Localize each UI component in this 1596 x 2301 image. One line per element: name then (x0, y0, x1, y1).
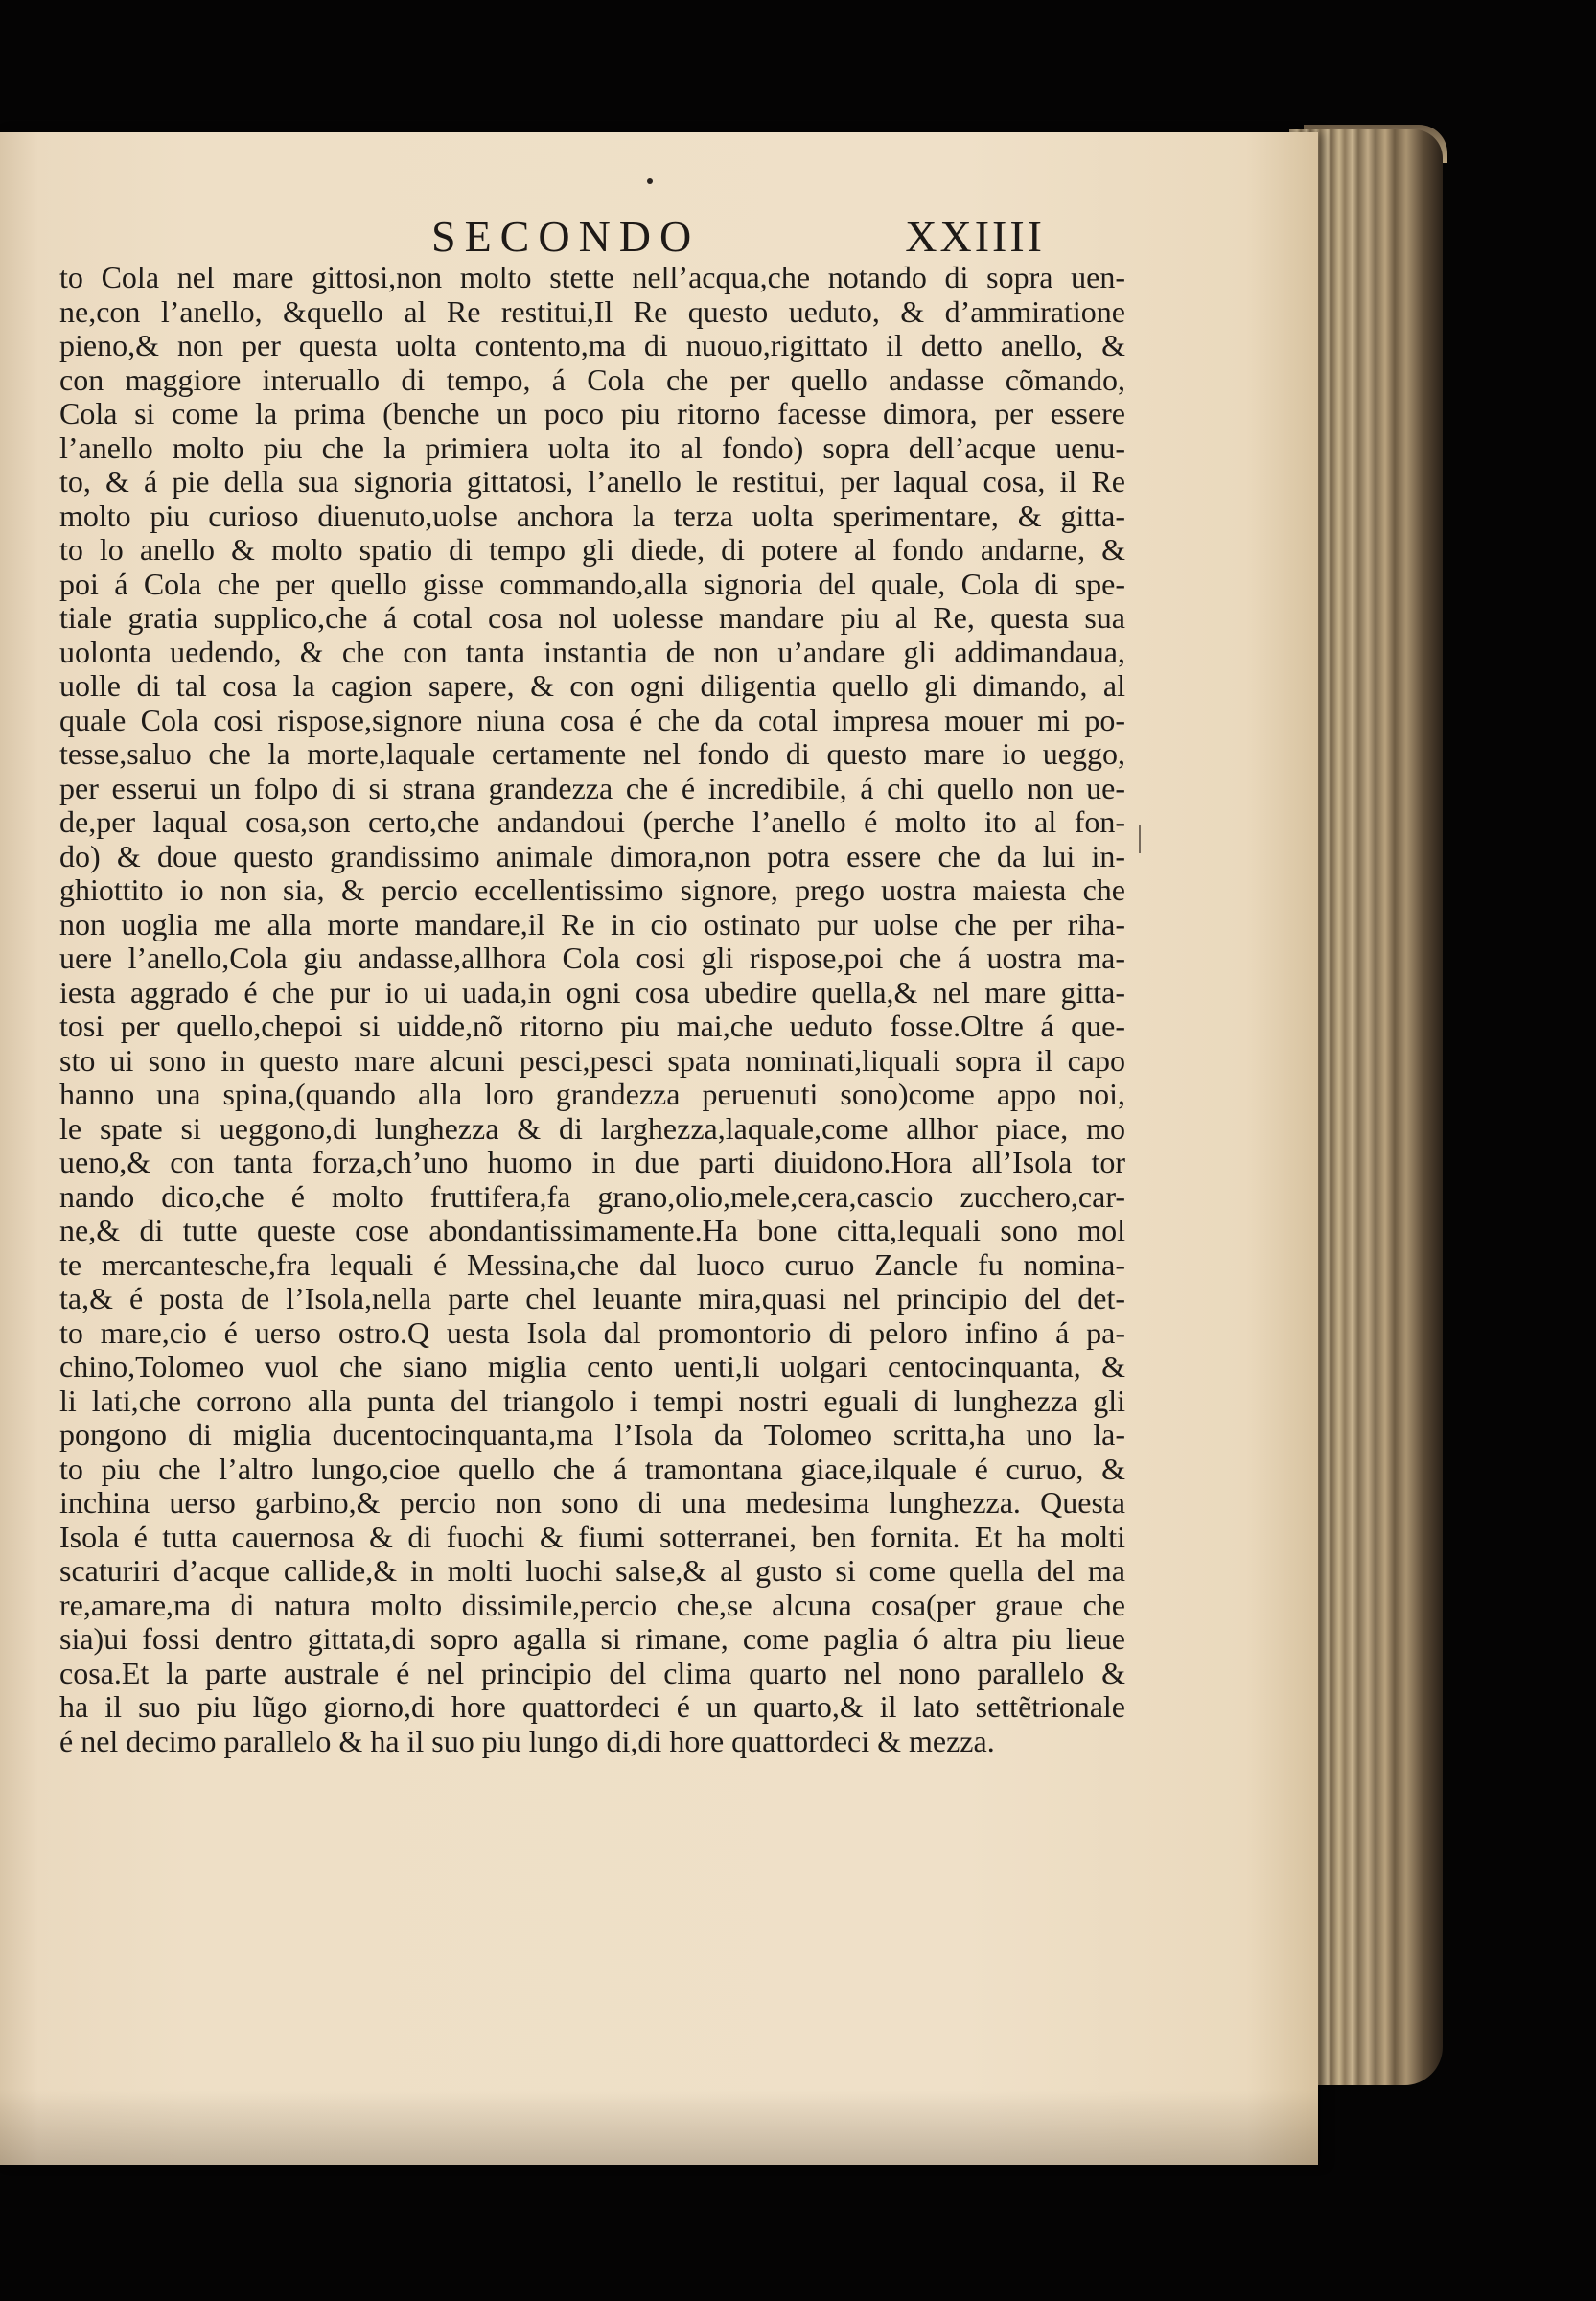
text-line: cosa.Et la parte australe é nel principio del clima quarto nel nono parallelo & (59, 1655, 1125, 1690)
text-line: de,per laqual cosa,son certo,che andandoui (perche l’anello é molto ito al fon- (59, 804, 1125, 839)
text-block (59, 261, 1125, 1758)
text-line: con maggiore interuallo di tempo, á Cola che per quello andasse cõmando, (59, 361, 1125, 397)
text-line: re,amare,ma di natura molto dissimile,percio che,se alcuna cosa(per graue che (59, 1587, 1125, 1622)
text-line: é nel decimo parallelo & ha il suo piu lungo di,di hore quattordeci & mezza. (59, 1723, 995, 1758)
text-line: chino,Tolomeo vuol che siano miglia cento uenti,li uolgari centocinquanta, & (59, 1349, 1125, 1383)
text-line: tosi per quello,chepoi si uidde,nõ ritorno piu mai,che ueduto fosse.Oltre á que- (59, 1009, 1125, 1043)
text-line: to mare,cio é uerso ostro.Q uesta Isola dal promontorio di peloro infino á pa- (59, 1314, 1125, 1350)
text-line: ta,& é posta de l’Isola,nella parte chel leuante mira,quasi nel principio del det- (59, 1281, 1125, 1315)
text-line: tiale gratia supplico,che á cotal cosa nol uolesse mandare piu al Re, questa sua (59, 600, 1125, 635)
text-line: pongono di miglia ducentocinquanta,ma l’Isola da Tolomeo scritta,ha uno la- (59, 1417, 1125, 1452)
text-line: ha il suo piu lũgo giorno,di hore quattordeci é un quarto,& il lato settẽtrionale (59, 1689, 1125, 1724)
text-line: do) & doue questo grandissimo animale dimora,non potra essere che da lui in- (59, 838, 1125, 873)
text-line: iesta aggrado é che pur io ui uada,in ogni cosa ubedire quella,& nel mare gitta- (59, 974, 1125, 1010)
text-line: scaturiri d’acque callide,& in molti luochi salse,& al gusto si come quella del ma (59, 1553, 1125, 1588)
text-line: inchina uerso garbino,& percio non sono di una medesima lunghezza. Questa (59, 1485, 1125, 1520)
text-line: ne,con l’anello, &quello al Re restitui,Il Re questo ueduto, & d’ammiratione (59, 293, 1125, 329)
text-line: to lo anello & molto spatio di tempo gli diede, di potere al fondo andarne, & (59, 532, 1125, 567)
text-line: le spate si ueggono,di lunghezza & di larghezza,laquale,come allhor piace, mo (59, 1110, 1125, 1146)
text-line: pieno,& non per questa uolta contento,ma di nuouo,rigittato il detto anello, & (59, 328, 1125, 362)
text-line: non uoglia me alla morte mandare,il Re in cio ostinato pur uolse che per riha- (59, 906, 1125, 941)
margin-mark (1139, 825, 1141, 853)
running-title: SECONDO (431, 212, 701, 261)
text-line: per esserui un folpo di si strana grandezza che é incredibile, á chi quello non ue- (59, 770, 1125, 805)
text-line: to, & á pie della sua signoria gittatosi, l’anello le restitui, per laqual cosa, il Re (59, 464, 1125, 499)
text-line: molto piu curioso diuenuto,uolse anchora la terza uolta sperimentare, & gitta- (59, 498, 1125, 533)
text-line: Isola é tutta cauernosa & di fuochi & fiumi sotterranei, ben fornita. Et ha molti (59, 1519, 1125, 1554)
page-shadow (0, 2090, 1318, 2165)
running-header (431, 211, 1045, 265)
signature-dot (647, 178, 653, 184)
text-line: li lati,che corrono alla punta del triangolo i tempi nostri eguali di lunghezza gli (59, 1383, 1125, 1418)
folio-number: XXIIII (905, 212, 1045, 261)
text-line: te mercantesche,fra lequali é Messina,che dal luoco curuo Zancle fu nomina- (59, 1246, 1125, 1282)
text-line: to Cola nel mare gittosi,non molto stette nell’acqua,che notando di sopra uen- (59, 260, 1125, 294)
text-line: tesse,saluo che la morte,laquale certamente nel fondo di questo mare io ueggo, (59, 736, 1125, 771)
text-line: nando dico,che é molto fruttifera,fa grano,olio,mele,cera,cascio zucchero,car- (59, 1178, 1125, 1214)
text-line: quale Cola cosi rispose,signore niuna cosa é che da cotal impresa mouer mi po- (59, 702, 1125, 737)
text-line: uolonta uedendo, & che con tanta instantia de non u’andare gli addimandaua, (59, 634, 1125, 669)
text-line: l’anello molto piu che la primiera uolta ito al fondo) sopra dell’acque uenu- (59, 430, 1125, 465)
text-line: to piu che l’altro lungo,cioe quello che á tramontana giace,ilquale é curuo, & (59, 1451, 1125, 1486)
text-line: ne,& di tutte queste cose abondantissimamente.Ha bone citta,lequali sono mol (59, 1213, 1125, 1247)
text-line: hanno una spina,(quando alla loro grandezza peruenuti sono)come appo noi, (59, 1077, 1125, 1111)
text-line: ueno,& con tanta forza,ch’uno huomo in due parti diuidono.Hora all’Isola tor (59, 1145, 1125, 1179)
text-line: poi á Cola che per quello gisse commando,alla signoria del quale, Cola di spe- (59, 566, 1125, 601)
text-line: uere l’anello,Cola giu andasse,allhora Cola cosi gli rispose,poi che á uostra ma- (59, 941, 1125, 975)
text-line: uolle di tal cosa la cagion sapere, & con ogni diligentia quello gli dimando, al (59, 668, 1125, 703)
text-line: Cola si come la prima (benche un poco piu ritorno facesse dimora, per essere (59, 396, 1125, 430)
text-line: sto ui sono in questo mare alcuni pesci,pesci spata nominati,liquali sopra il capo (59, 1042, 1125, 1078)
text-line: sia)ui fossi dentro gittata,di sopro agalla si rimane, come paglia ó altra piu lieue (59, 1621, 1125, 1656)
text-line: ghiottito io non sia, & percio eccellentissimo signore, prego uostra maiesta che (59, 872, 1125, 907)
